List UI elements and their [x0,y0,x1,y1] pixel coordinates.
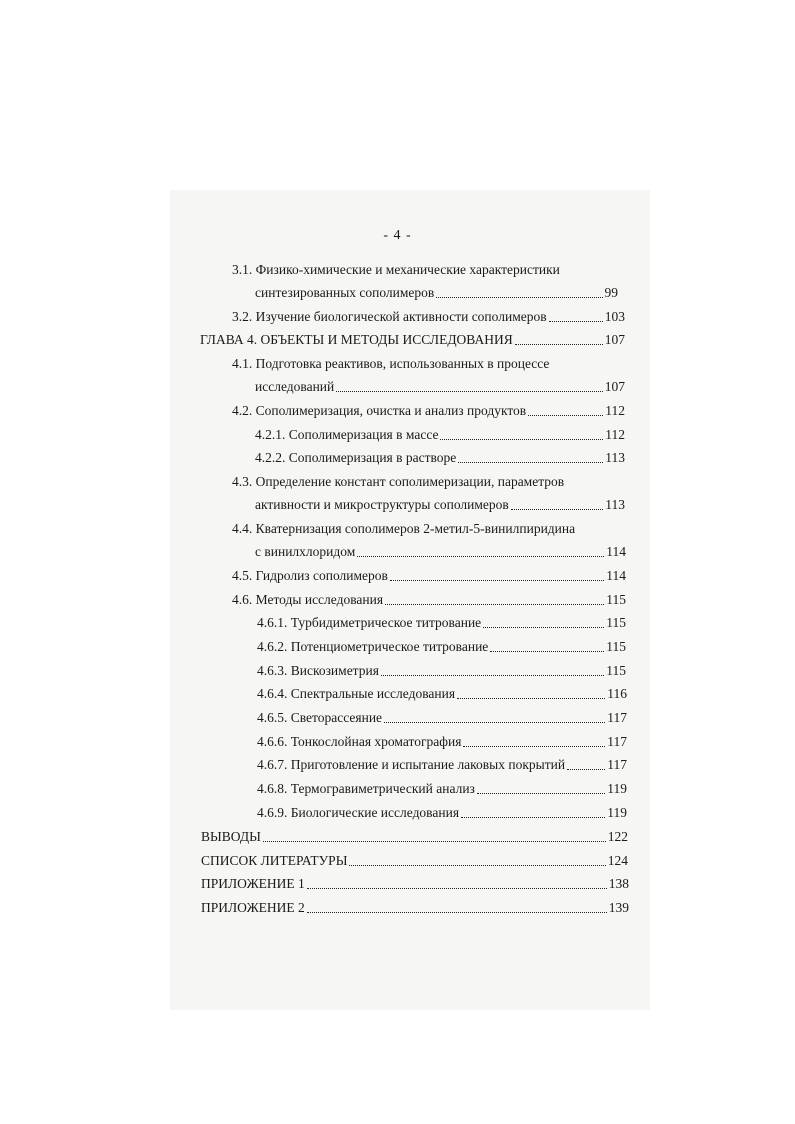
toc-entry [257,757,627,773]
dot-leader [567,769,605,770]
dot-leader [349,865,605,866]
dot-leader [336,391,603,392]
toc-entry-page: 119 [607,805,627,820]
dot-leader [483,627,604,628]
toc-entry-text: 4.6.2. Потенциометрическое титрование [257,639,489,654]
toc-entry-text: СПИСОК ЛИТЕРАТУРЫ [201,853,348,868]
toc-entry-text: 4.2.1. Сополимеризация в массе [255,427,439,442]
toc-entry [257,663,626,679]
toc-entry-text: 4.6. Методы исследования [232,592,384,607]
toc-entry-text: исследований [255,379,335,394]
dot-leader [461,817,605,818]
dot-leader [457,698,605,699]
toc-entry-page: 107 [604,379,625,394]
toc-entry [232,403,625,419]
dot-leader [549,321,603,322]
dot-leader [515,344,603,345]
toc-entry-page: 112 [605,403,625,418]
dot-leader [381,675,604,676]
toc-entry-page: 115 [606,592,626,607]
toc-entry-text: 3.1. Физико-химические и механические характеристики [232,262,560,277]
dot-leader [458,462,603,463]
toc-entry-text: 4.6.7. Приготовление и испытание лаковых покрытий [257,757,566,772]
dot-leader [307,888,607,889]
toc-entry-page: 115 [606,663,626,678]
toc-entry-page: 113 [605,450,625,465]
dot-leader [463,746,605,747]
toc-entry-text: 4.1. Подготовка реактивов, использованных в процессе [232,356,550,371]
toc-entry-page: 117 [607,757,627,772]
toc-entry [232,568,626,584]
toc-entry [201,829,628,845]
toc-entry-page: 99 [604,285,618,300]
toc-entry [257,781,627,797]
dot-leader [390,580,604,581]
toc-entry [255,544,626,560]
toc-entry-text: 3.2. Изучение биологической активности сополимеров [232,309,547,324]
toc-entry-text: с винилхлоридом [255,544,356,559]
toc-entry-text: ВЫВОДЫ [201,829,261,844]
toc-entry-page: 114 [606,544,626,559]
toc-entry-text: ГЛАВА 4. ОБЪЕКТЫ И МЕТОДЫ ИССЛЕДОВАНИЯ [200,332,513,347]
toc-entry-text: 4.6.4. Спектральные исследования [257,686,456,701]
toc-entry-text: ПРИЛОЖЕНИЕ 1 [201,876,305,891]
toc-entry-text: 4.6.5. Светорассеяние [257,710,383,725]
dot-leader [490,651,604,652]
toc-entry [200,332,625,348]
toc-entry [257,615,626,631]
toc-entry [257,639,626,655]
toc-entry-text: 4.6.9. Биологические исследования [257,805,460,820]
toc-entry [232,592,626,608]
dot-leader [357,556,604,557]
toc-entry-page: 139 [608,900,629,915]
toc-entry-page: 107 [604,332,625,347]
dot-leader [385,604,604,605]
toc-entry [232,309,625,325]
toc-entry [255,497,625,513]
dot-leader [307,912,607,913]
toc-entry-text: 4.6.3. Вискозиметрия [257,663,379,678]
toc-entry [232,521,575,537]
dot-leader [436,297,602,298]
toc-entry-text: ПРИЛОЖЕНИЕ 2 [201,900,305,915]
toc-entry-page: 116 [607,686,627,701]
toc-entry-text: 4.2. Сополимеризация, очистка и анализ продуктов [232,403,527,418]
toc-entry-text: 4.5. Гидролиз сополимеров [232,568,388,583]
toc-entry-page: 117 [607,734,627,749]
toc-entry [201,900,629,916]
toc-entry-page: 103 [604,309,625,324]
toc-entry-page: 115 [606,639,626,654]
toc-entry-page: 113 [605,497,625,512]
toc-entry-text: 4.4. Кватернизация сополимеров 2-метил-5-винилпиридина [232,521,576,536]
toc-entry [232,356,549,372]
dot-leader [440,439,603,440]
toc-entry [255,427,625,443]
dot-leader [263,841,606,842]
dot-leader [511,509,603,510]
toc-entry-page: 117 [607,710,627,725]
toc-entry-page: 119 [607,781,627,796]
toc-entry-text: 4.3. Определение констант сополимеризации, параметров [232,474,565,489]
dot-leader [528,415,603,416]
toc-entry-page: 122 [607,829,628,844]
toc-entry-text: 4.6.1. Турбидиметрическое титрование [257,615,482,630]
toc-entry [232,262,560,278]
toc-entry-text: активности и микроструктуры сополимеров [255,497,509,512]
toc-entry [232,474,564,490]
toc-entry-text: 4.6.8. Термогравиметрический анализ [257,781,475,796]
toc-entry-page: 138 [608,876,629,891]
toc-entry [257,710,627,726]
toc-entry [257,686,627,702]
toc-entry [255,450,625,466]
toc-entry-page: 112 [605,427,625,442]
toc-entry [255,379,625,395]
toc-entry-text: 4.2.2. Сополимеризация в растворе [255,450,457,465]
toc-entry-text: 4.6.6. Тонкослойная хроматография [257,734,462,749]
toc-entry-page: 114 [606,568,626,583]
dot-leader [477,793,605,794]
toc-entry-page: 115 [606,615,626,630]
dot-leader [384,722,605,723]
toc-entry [201,876,629,892]
toc-entry [257,734,627,750]
toc-entry-page: 124 [607,853,628,868]
toc-entry-text: синтезированных сополимеров [255,285,435,300]
page-number: - 4 - [383,228,412,243]
toc-entry [201,853,628,869]
toc-entry [255,285,618,301]
toc-entry [257,805,627,821]
